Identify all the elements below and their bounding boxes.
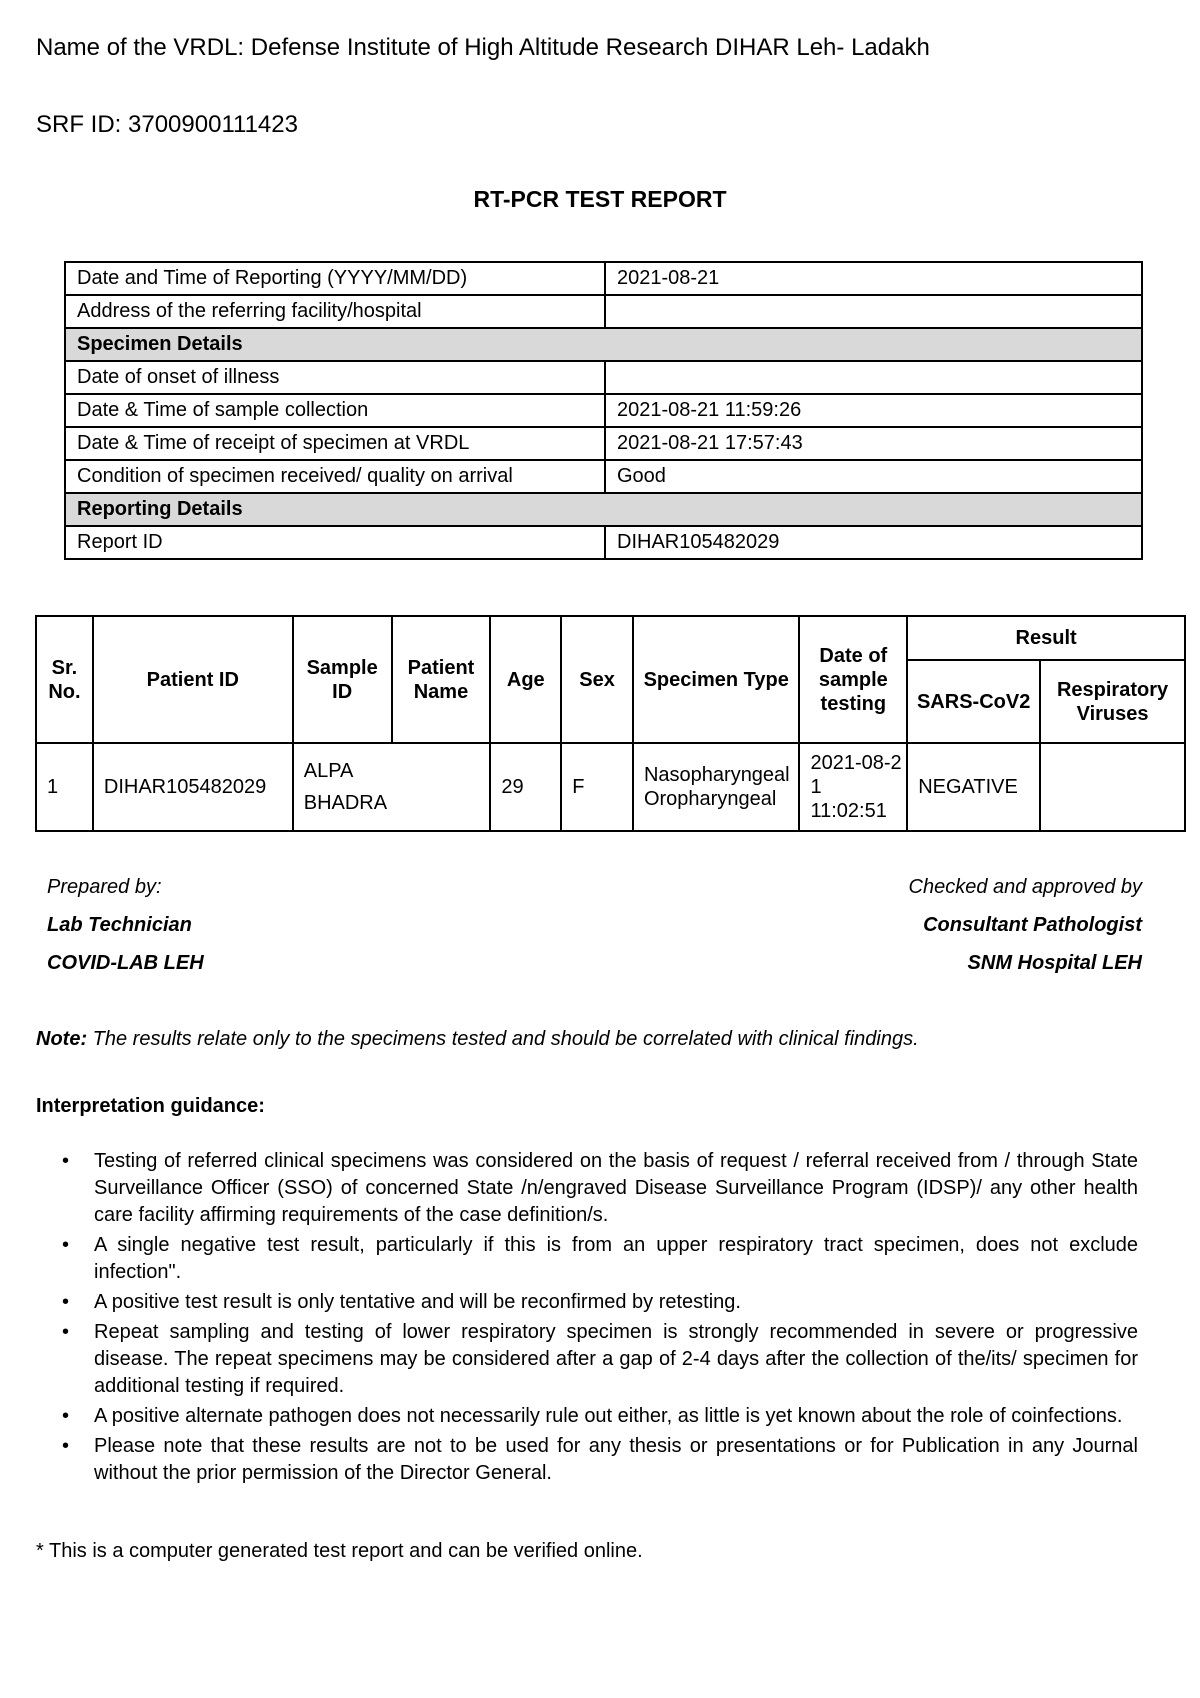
- condition-value: Good: [605, 460, 1142, 493]
- address-value: [605, 295, 1142, 328]
- reporting-details-heading: Reporting Details: [65, 493, 1142, 526]
- list-item: • Repeat sampling and testing of lower respiratory specimen is strongly recommended in severe or progressive disease. The repeat specimens may be considered after a gap of 2-4 days after the collection of the/its/ specimen for additional testing if required.: [62, 1321, 1138, 1397]
- test-results-table: [35, 615, 1186, 832]
- report-info-table: [64, 261, 1143, 560]
- specimen-line-1: Nasopharyngeal: [643, 764, 790, 786]
- reporting-date-label: Date and Time of Reporting (YYYY/MM/DD): [65, 262, 605, 295]
- header-sex: Sex: [561, 616, 633, 743]
- list-item: • A positive test result is only tentative and will be reconfirmed by retesting.: [62, 1291, 741, 1313]
- onset-label: Date of onset of illness: [65, 361, 605, 394]
- footer-note: * This is a computer generated test report and can be verified online.: [36, 1540, 643, 1562]
- report-title: RT-PCR TEST REPORT: [473, 186, 727, 212]
- report-id-value: DIHAR105482029: [605, 526, 1142, 559]
- note-text: The results relate only to the specimens tested and should be correlated with clinical findings.: [87, 1028, 919, 1050]
- list-item: • Testing of referred clinical specimens was considered on the basis of request / referral received from / through State Surveillance Officer (SSO) of concerned State /n/engraved Disease Surveillance Program (IDSP)/ any other health care facility affirming requirements of the case definition/s.: [62, 1150, 1138, 1226]
- header-row: [36, 616, 1185, 660]
- collection-value: 2021-08-21 11:59:26: [605, 394, 1142, 427]
- note: [36, 1028, 919, 1051]
- guidance-text: A positive alternate pathogen does not necessarily rule out either, as little is yet known about the role of coinfections.: [94, 1405, 1123, 1427]
- section-row: [65, 328, 1142, 361]
- specimen-line-2: Oropharyngeal: [643, 788, 777, 810]
- table-row: [65, 460, 1142, 493]
- header-date-testing: Date of sample testing: [799, 616, 907, 743]
- guidance-text: A positive test result is only tentative and will be reconfirmed by retesting.: [94, 1291, 741, 1313]
- list-item: • A single negative test result, particularly if this is from an upper respiratory tract specimen, does not exclude infection".: [62, 1234, 1138, 1283]
- note-label: Note:: [36, 1028, 88, 1050]
- header-specimen-type: Specimen Type: [633, 616, 799, 743]
- header-patient-name: Patient Name: [392, 616, 491, 743]
- header-age: Age: [490, 616, 561, 743]
- cell-sex: F: [561, 743, 633, 831]
- cell-resp-result: [1040, 743, 1185, 831]
- table-row: [65, 295, 1142, 328]
- cell-specimen-type: [633, 743, 799, 831]
- table-row: [65, 361, 1142, 394]
- table-row: [65, 526, 1142, 559]
- cell-age: 29: [490, 743, 561, 831]
- specimen-details-heading: Specimen Details: [65, 328, 1142, 361]
- address-label: Address of the referring facility/hospital: [65, 295, 605, 328]
- vrdl-name: Name of the VRDL: Defense Institute of High Altitude Research DIHAR Leh- Ladakh: [36, 34, 930, 61]
- prepared-role: Lab Technician: [47, 914, 192, 936]
- cell-sr-no: 1: [36, 743, 93, 831]
- header-sr-no: Sr. No.: [36, 616, 93, 743]
- name-line-2: BHADRA: [303, 792, 388, 814]
- table-row: [65, 394, 1142, 427]
- list-item: • Please note that these results are not to be used for any thesis or presentations or for Publication in any Journal without the prior permission of the Director General.: [62, 1435, 1138, 1484]
- collection-label: Date & Time of sample collection: [65, 394, 605, 427]
- header-result: Result: [907, 616, 1185, 660]
- receipt-value: 2021-08-21 17:57:43: [605, 427, 1142, 460]
- approved-org: SNM Hospital LEH: [967, 952, 1142, 974]
- prepared-org: COVID-LAB LEH: [47, 952, 204, 974]
- date-line-1: 2021-08-21: [810, 752, 902, 798]
- list-item: • A positive alternate pathogen does not necessarily rule out either, as little is yet known about the role of coinfections.: [62, 1405, 1123, 1427]
- name-line-1: ALPA: [303, 760, 354, 782]
- header-sars-cov2: SARS-CoV2: [907, 660, 1040, 743]
- guidance-text: A single negative test result, particularly if this is from an upper respiratory tract specimen, does not exclude infection".: [94, 1234, 1138, 1283]
- guidance-list: [56, 1148, 1138, 1490]
- header-patient-id: Patient ID: [93, 616, 293, 743]
- approved-role: Consultant Pathologist: [923, 914, 1142, 936]
- table-row: [65, 262, 1142, 295]
- reporting-date-value: 2021-08-21: [605, 262, 1142, 295]
- approved-by-label: Checked and approved by: [908, 876, 1142, 898]
- prepared-by-label: Prepared by:: [47, 876, 162, 898]
- srf-id: SRF ID: 3700900111423: [36, 111, 298, 138]
- condition-label: Condition of specimen received/ quality on arrival: [65, 460, 605, 493]
- guidance-text: Testing of referred clinical specimens was considered on the basis of request / referral received from / through State Surveillance Officer (SSO) of concerned State /n/engraved Disease Surveillance Program (IDSP)/ any other health care facility affirming requirements of the case definition/s.: [94, 1150, 1138, 1226]
- table-row: [65, 427, 1142, 460]
- receipt-label: Date & Time of receipt of specimen at VRDL: [65, 427, 605, 460]
- header-sample-id: Sample ID: [293, 616, 392, 743]
- table-row: [36, 743, 1185, 831]
- report-id-label: Report ID: [65, 526, 605, 559]
- section-row: [65, 493, 1142, 526]
- cell-patient-name: [293, 743, 491, 831]
- cell-date-testing: [799, 743, 907, 831]
- guidance-title: Interpretation guidance:: [36, 1095, 265, 1117]
- onset-value: [605, 361, 1142, 394]
- cell-sars-result: NEGATIVE: [907, 743, 1040, 831]
- cell-patient-id: DIHAR105482029: [93, 743, 293, 831]
- date-line-2: 11:02:51: [810, 800, 887, 822]
- guidance-text: Repeat sampling and testing of lower respiratory specimen is strongly recommended in severe or progressive disease. The repeat specimens may be considered after a gap of 2-4 days after the collection of the/its/ specimen for additional testing if required.: [94, 1321, 1138, 1397]
- guidance-text: Please note that these results are not to be used for any thesis or presentations or for Publication in any Journal without the prior permission of the Director General.: [94, 1435, 1138, 1484]
- header-respiratory-viruses: Respiratory Viruses: [1040, 660, 1185, 743]
